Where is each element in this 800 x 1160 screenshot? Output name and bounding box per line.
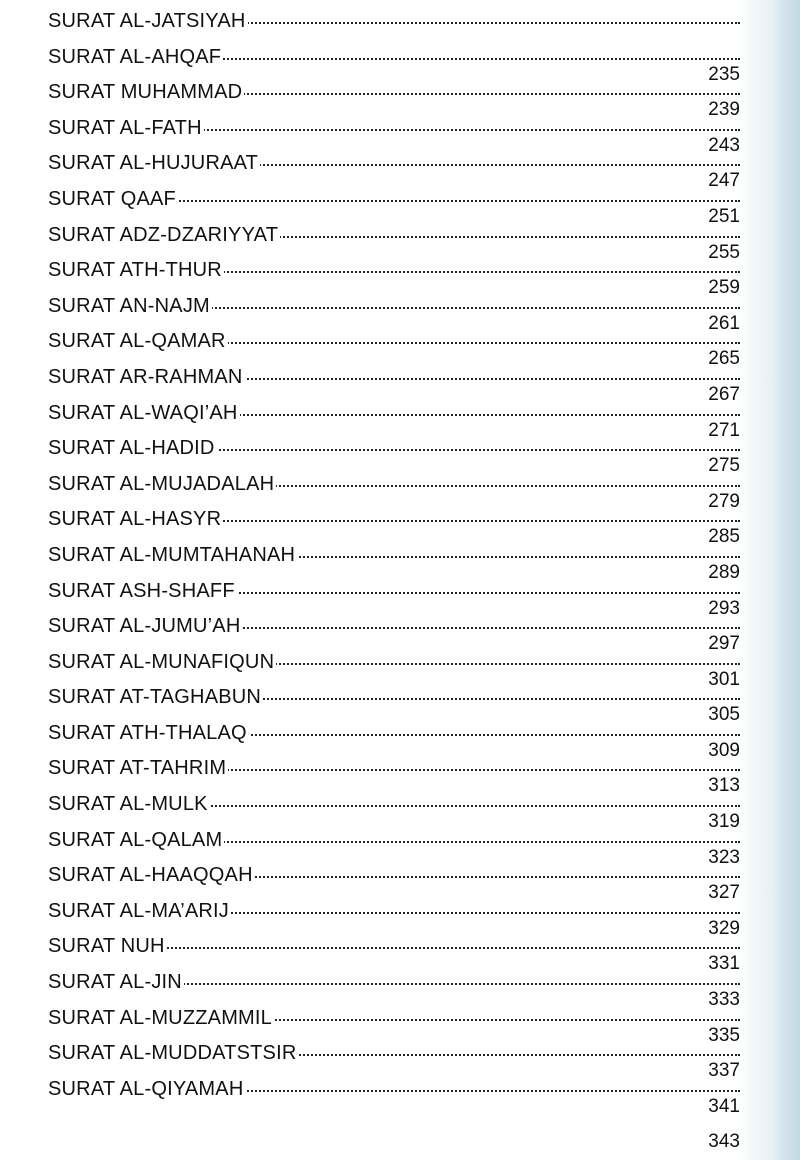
toc-entry-title: SURAT AT-TAGHABUN [48,686,262,709]
toc-entry-title: SURAT ASH-SHAFF [48,579,235,602]
toc-entry-page-number: 255 [708,241,740,263]
toc-entry [48,502,740,548]
toc-entry [48,716,740,761]
toc-entry-title: SURAT AL-FATH [48,116,202,139]
toc-entry-page-number: 309 [708,739,740,761]
toc-entry-title: SURAT ATH-THALAQ [48,721,247,744]
toc-entry-title: SURAT AL-MUMTAHANAH [48,543,296,566]
toc-entry-title: SURAT MUHAMMAD [48,81,243,104]
toc-entry-page-number: 323 [708,846,740,868]
toc-entry-title: SURAT AL-QAMAR [48,330,226,353]
toc-entry-title: SURAT ADZ-DZARIYYAT [48,223,279,246]
toc-entry-title: SURAT AL-WAQI’AH [48,401,238,424]
toc-entry-page-number: 285 [708,526,740,548]
toc-entry-title: SURAT AL-JUMU’AH [48,615,241,638]
toc-entry [48,751,740,797]
toc-entry-page-number: 247 [708,170,740,192]
toc-entry [48,609,740,655]
toc-entry-title: SURAT QAAF [48,187,176,210]
toc-entry-page-number: 261 [708,312,740,334]
toc-entry-title: SURAT AL-AHQAF [48,45,222,68]
toc-entry-title: SURAT AL-HUJURAAT [48,152,259,175]
toc-entry [48,929,740,975]
toc-entry-page-number: 301 [708,668,740,690]
toc-entry-page-number: 293 [708,597,740,619]
toc-entry [48,1001,740,1046]
toc-entry-page-number: 341 [708,1095,740,1117]
toc-entry [48,40,740,85]
toc-entry-title: SURAT AL-HAAQQAH [48,864,253,887]
toc-entry-title: SURAT ATH-THUR [48,259,222,282]
toc-entry-title: SURAT AT-TAHRIM [48,757,227,780]
toc-entry [48,396,740,441]
page-edge-shadow [772,0,800,1160]
table-of-contents [48,4,740,1153]
toc-entry [48,1107,740,1153]
toc-entry [48,431,740,477]
toc-entry-page-number: 265 [708,348,740,370]
toc-entry-title: SURAT AL-HASYR [48,508,222,531]
toc-entry [48,218,740,263]
toc-entry [48,182,740,227]
toc-entry-page-number: 279 [708,490,740,512]
toc-entry [48,645,740,690]
toc-entry [48,360,740,405]
toc-entry-title: SURAT AL-JATSIYAH [48,10,246,32]
toc-entry-page-number: 329 [708,917,740,939]
toc-entry-page-number: 305 [708,704,740,726]
toc-entry [48,75,740,121]
toc-entry [48,111,740,156]
toc-entry-page-number: 337 [708,1060,740,1082]
toc-entry-page-number: 275 [708,455,740,477]
toc-entry [48,823,740,868]
toc-entry-page-number: 335 [708,1024,740,1046]
toc-entry [48,1036,740,1082]
toc-entry [48,1072,740,1117]
toc-entry [48,324,740,370]
toc-entry [48,965,740,1011]
toc-entry [48,253,740,299]
toc-entry-page-number: 289 [708,561,740,583]
toc-entry-page-number: 271 [708,419,740,441]
toc-entry [48,538,740,583]
toc-entry-page-number: 327 [708,882,740,904]
toc-entry-page-number: 333 [708,989,740,1011]
toc-entry-title: SURAT AL-QIYAMAH [48,1077,244,1100]
toc-entry-page-number: 239 [708,99,740,121]
toc-entry [48,787,740,833]
toc-entry [48,289,740,334]
toc-entry-title: SURAT AL-MA’ARIJ [48,899,230,922]
toc-entry-page-number: 251 [708,205,740,227]
toc-entry [48,4,740,40]
toc-entry-page-number: 267 [708,383,740,405]
toc-entry-title: SURAT AL-MUDDATSTSIR [48,1042,297,1065]
toc-entry [48,574,740,619]
toc-entry-title: SURAT AL-QALAM [48,828,223,851]
toc-entry-page-number: 331 [708,953,740,975]
toc-entry-title: SURAT NUH [48,935,165,958]
toc-entry [48,858,740,904]
toc-entry [48,894,740,939]
toc-entry [48,467,740,512]
toc-entry-page-number: 235 [708,63,740,85]
toc-entry-title: SURAT AL-HADID [48,437,215,460]
toc-entry-title: SURAT AL-MUJADALAH [48,472,275,495]
toc-entry-page-number: 243 [708,134,740,156]
toc-entry-title: SURAT AL-MUZZAMMIL [48,1006,272,1029]
toc-entry-title: SURAT AL-MUNAFIQUN [48,650,275,673]
toc-entry [48,680,740,726]
toc-entry-page-number: 319 [708,811,740,833]
toc-entry [48,146,740,192]
toc-entry-page-number: 297 [708,633,740,655]
toc-entry-title: SURAT AR-RAHMAN [48,365,243,388]
toc-entry-title: SURAT AL-MULK [48,793,208,816]
toc-entry-page-number: 343 [708,1131,740,1153]
toc-entry-title: SURAT AN-NAJM [48,294,210,317]
toc-entry-page-number: 313 [708,775,740,797]
toc-entry-title: SURAT AL-JIN [48,971,182,994]
toc-entry-page-number: 259 [708,277,740,299]
